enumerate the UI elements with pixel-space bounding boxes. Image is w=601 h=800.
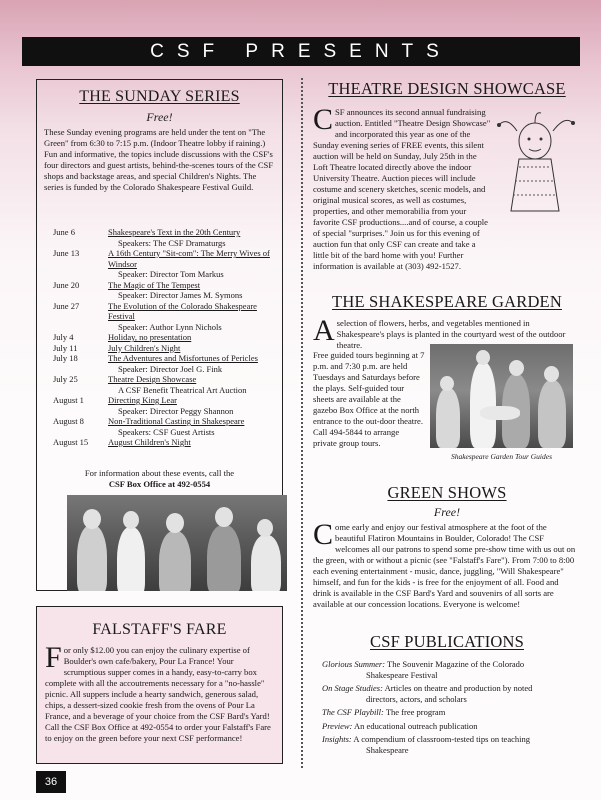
sunday-series-photo xyxy=(67,495,287,591)
schedule-row xyxy=(53,343,278,354)
publication-desc-cont: Shakespeare Festival xyxy=(366,669,438,680)
sunday-series-title: THE SUNDAY SERIES xyxy=(79,88,240,105)
banner-title: CSF PRESENTS xyxy=(150,40,452,62)
publication-desc: A compendium of classroom-tested tips on teaching xyxy=(353,734,530,744)
schedule-date: June 27 xyxy=(53,300,80,311)
schedule-event-speaker: Speaker: Director James M. Symons xyxy=(118,290,243,300)
showcase-text: SF announces its second annual fundraising auction. Entitled "Theatre Design Showcase" and incorporated this year as one of the Sunday evening series of FREE events, this silent auction will be held on Sunday, July 25th in the Loft Theatre located directly above the indoor University Theatre. Auction pieces will include costume and scenery sketches, scenic models, and original musical scores, as well as costumes, properties, and other memorabilia from your favorite CSF productions....and of course, a couple of special "surprises." Join us for this evening of auction fun that only CSF can create and take a little bit of the bard home with you! Further information is available at (303) 492-1527. xyxy=(313,107,491,271)
garden-dropcap: A xyxy=(313,314,335,347)
schedule-event-speaker: Speakers: CSF Guest Artists xyxy=(118,426,215,437)
publication-desc-cont: directors, actors, and scholars xyxy=(366,693,467,704)
schedule-event-title: Theatre Design Showcase xyxy=(108,374,197,384)
schedule-row xyxy=(53,416,278,437)
publication-name: On Stage Studies: xyxy=(322,683,383,693)
schedule-event xyxy=(108,416,278,437)
schedule-event xyxy=(108,301,278,333)
showcase-body-top xyxy=(313,103,493,272)
publication-item xyxy=(322,707,578,718)
schedule-row xyxy=(53,353,278,374)
green-shows-dropcap: C xyxy=(313,518,334,551)
publication-desc: Articles on theatre and production by noted xyxy=(384,683,533,693)
schedule-date: August 8 xyxy=(53,416,84,426)
schedule-event xyxy=(108,248,278,280)
schedule-event xyxy=(108,332,278,343)
garden-photo-caption: Shakespeare Garden Tour Guides xyxy=(450,452,553,461)
publication-name: Insights: xyxy=(322,734,352,744)
schedule-date: June 20 xyxy=(53,279,80,290)
garden-title: THE SHAKESPEARE GARDEN xyxy=(332,292,562,311)
schedule-row xyxy=(53,332,278,343)
publication-name: The CSF Playbill: xyxy=(322,707,384,717)
schedule-event-title: July Children's Night xyxy=(108,342,181,353)
schedule-event xyxy=(108,374,278,395)
schedule-event-title: The Evolution of the Colorado Shakespeare Festival xyxy=(108,300,257,321)
schedule-event-speaker: Speaker: Director Joel G. Fink xyxy=(118,363,223,374)
schedule-row xyxy=(53,227,278,248)
publication-desc: An educational outreach publication xyxy=(354,720,478,731)
schedule-date: July 25 xyxy=(53,374,78,384)
falstaff-text: or only $12.00 you can enjoy the culinary expertise of Boulder's own cafe/bakery, Pour La France! Your scrumptious supper comes in a handy, easy-to-carry box complete with all the accoutrements necessary for a "no-hassle" picnic. All suppers include a hearty sandwich, generous salad, chips, a dessert-sized cookie fresh from the ovens of Pour La France, and a beverage of your choice from the CSF Bard's Yard! Call the CSF Box Office at 492-0554 to order your Falstaff's Fare to enjoy on the green before your next CSF performance! xyxy=(45,645,271,743)
schedule-event-title: Holiday, no presentation xyxy=(108,332,192,342)
schedule-event xyxy=(108,395,278,416)
publication-desc-cont: Shakespeare xyxy=(366,744,409,755)
schedule-date: August 15 xyxy=(53,437,89,447)
schedule-event xyxy=(108,353,278,374)
sunday-series-intro: These Sunday evening programs are held under the tent on "The Green" from 6:30 to 7:15 p.m. (Indoor Theatre lobby if raining.) Fun and informative, the topics include discussions with the CSF's four directors and guest artists, behind-the-scenes tours of the CSF shops and backstage areas, and special Children's Nights. The series is funded by the Colorado Shakespeare Festival Guild. xyxy=(44,127,274,192)
schedule-event xyxy=(108,280,278,301)
publication-desc: The free program xyxy=(385,707,446,717)
publication-item xyxy=(322,659,578,680)
schedule-event-speaker: Speaker: Director Tom Markus xyxy=(118,269,224,279)
green-shows-tagline: Free! xyxy=(433,505,461,519)
schedule-date: July 11 xyxy=(53,342,78,353)
schedule-row xyxy=(53,374,278,395)
page-number: 36 xyxy=(36,771,66,793)
schedule-event xyxy=(108,343,278,354)
schedule-row xyxy=(53,280,278,301)
schedule-event-title: The Magic of The Tempest xyxy=(108,279,201,290)
publication-item xyxy=(322,734,578,755)
green-shows-text: ome early and enjoy our festival atmosphere at the foot of the beautiful Flatiron Mountains in Boulder, Colorado! The CSF welcomes all our patrons to spend some pre-show time with us out on the green, with or without a picnic (see "Falstaff's Fare"). From 7:00 to 8:00 each evening entertainment - music, dance, juggling, "Will Shakespeare" himself, and fun for the kids - is free for the enjoyment of all. Food and drink is available in the CSF Bard's Yard and souvenirs of all sorts are available at our concession locations. Everyone is welcome! xyxy=(313,522,576,609)
schedule-row xyxy=(53,437,278,448)
publication-desc: The Souvenir Magazine of the Colorado xyxy=(387,659,525,669)
publication-name: Preview: xyxy=(322,720,353,731)
publications-list xyxy=(322,659,578,758)
falstaffs-fare-box xyxy=(36,606,283,764)
schedule-row xyxy=(53,301,278,333)
green-shows-body xyxy=(313,518,578,610)
schedule-date: July 4 xyxy=(53,332,74,342)
garden-lead-text: selection of flowers, herbs, and vegetables mentioned in Shakespeare's plays is planted in the courtyard west of the outdoor theatre. xyxy=(336,318,566,350)
schedule-date: August 1 xyxy=(53,395,84,405)
schedule-event-title: Non-Traditional Casting in Shakespeare xyxy=(108,416,245,426)
garden-photo xyxy=(430,344,573,448)
sunday-series-box xyxy=(36,79,283,591)
falstaff-dropcap: F xyxy=(45,641,62,674)
jester-illustration-icon xyxy=(497,111,575,216)
schedule-date: July 18 xyxy=(53,353,78,363)
garden-body: Free guided tours beginning at 7 p.m. and 7:30 p.m. are held Tuesdays and Saturdays before the plays. Self-guided tour sheets are available at the gazebo Box Office at the north entrance to the out-door theatre. Call 494-5844 to arrange private group tours. xyxy=(313,350,425,448)
sunday-schedule xyxy=(53,227,278,448)
schedule-event-title: August Children's Night xyxy=(108,437,191,447)
publications-title: CSF PUBLICATIONS xyxy=(369,632,525,651)
publication-name: Glorious Summer: xyxy=(322,659,386,669)
column-divider xyxy=(301,78,303,768)
schedule-event-speaker: Speaker: Director Peggy Shannon xyxy=(118,405,234,416)
schedule-event xyxy=(108,227,278,248)
schedule-event-speaker: Speaker: Author Lynn Nichols xyxy=(118,321,222,332)
sunday-series-tagline: Free! xyxy=(146,110,173,124)
schedule-event-speaker: A CSF Benefit Theatrical Art Auction xyxy=(118,384,247,395)
schedule-date: June 6 xyxy=(53,227,75,237)
schedule-event-speaker: Speakers: The CSF Dramaturgs xyxy=(118,237,226,248)
showcase-dropcap: C xyxy=(313,103,334,136)
green-shows-title: GREEN SHOWS xyxy=(387,483,507,502)
publication-item xyxy=(322,721,578,732)
publication-item xyxy=(322,683,578,704)
schedule-event-title: Shakespeare's Text in the 20th Century xyxy=(108,227,241,237)
schedule-date: June 13 xyxy=(53,248,80,258)
schedule-event-title: The Adventures and Misfortunes of Pericles xyxy=(108,353,258,363)
falstaffs-fare-title: FALSTAFF'S FARE xyxy=(92,621,227,638)
csf-presents-banner xyxy=(22,37,580,66)
schedule-row xyxy=(53,395,278,416)
sunday-info-line: For information about these events, call the xyxy=(84,468,235,478)
schedule-event xyxy=(108,437,278,448)
sunday-info-phone: CSF Box Office at 492-0554 xyxy=(108,479,211,489)
schedule-row xyxy=(53,248,278,280)
schedule-event-title: A 16th Century "Sit-com": The Merry Wives of Windsor xyxy=(108,248,270,269)
falstaffs-fare-body xyxy=(45,641,276,744)
schedule-event-title: Directing King Lear xyxy=(108,395,177,405)
showcase-title: THEATRE DESIGN SHOWCASE xyxy=(328,79,566,98)
sunday-info xyxy=(37,468,282,490)
